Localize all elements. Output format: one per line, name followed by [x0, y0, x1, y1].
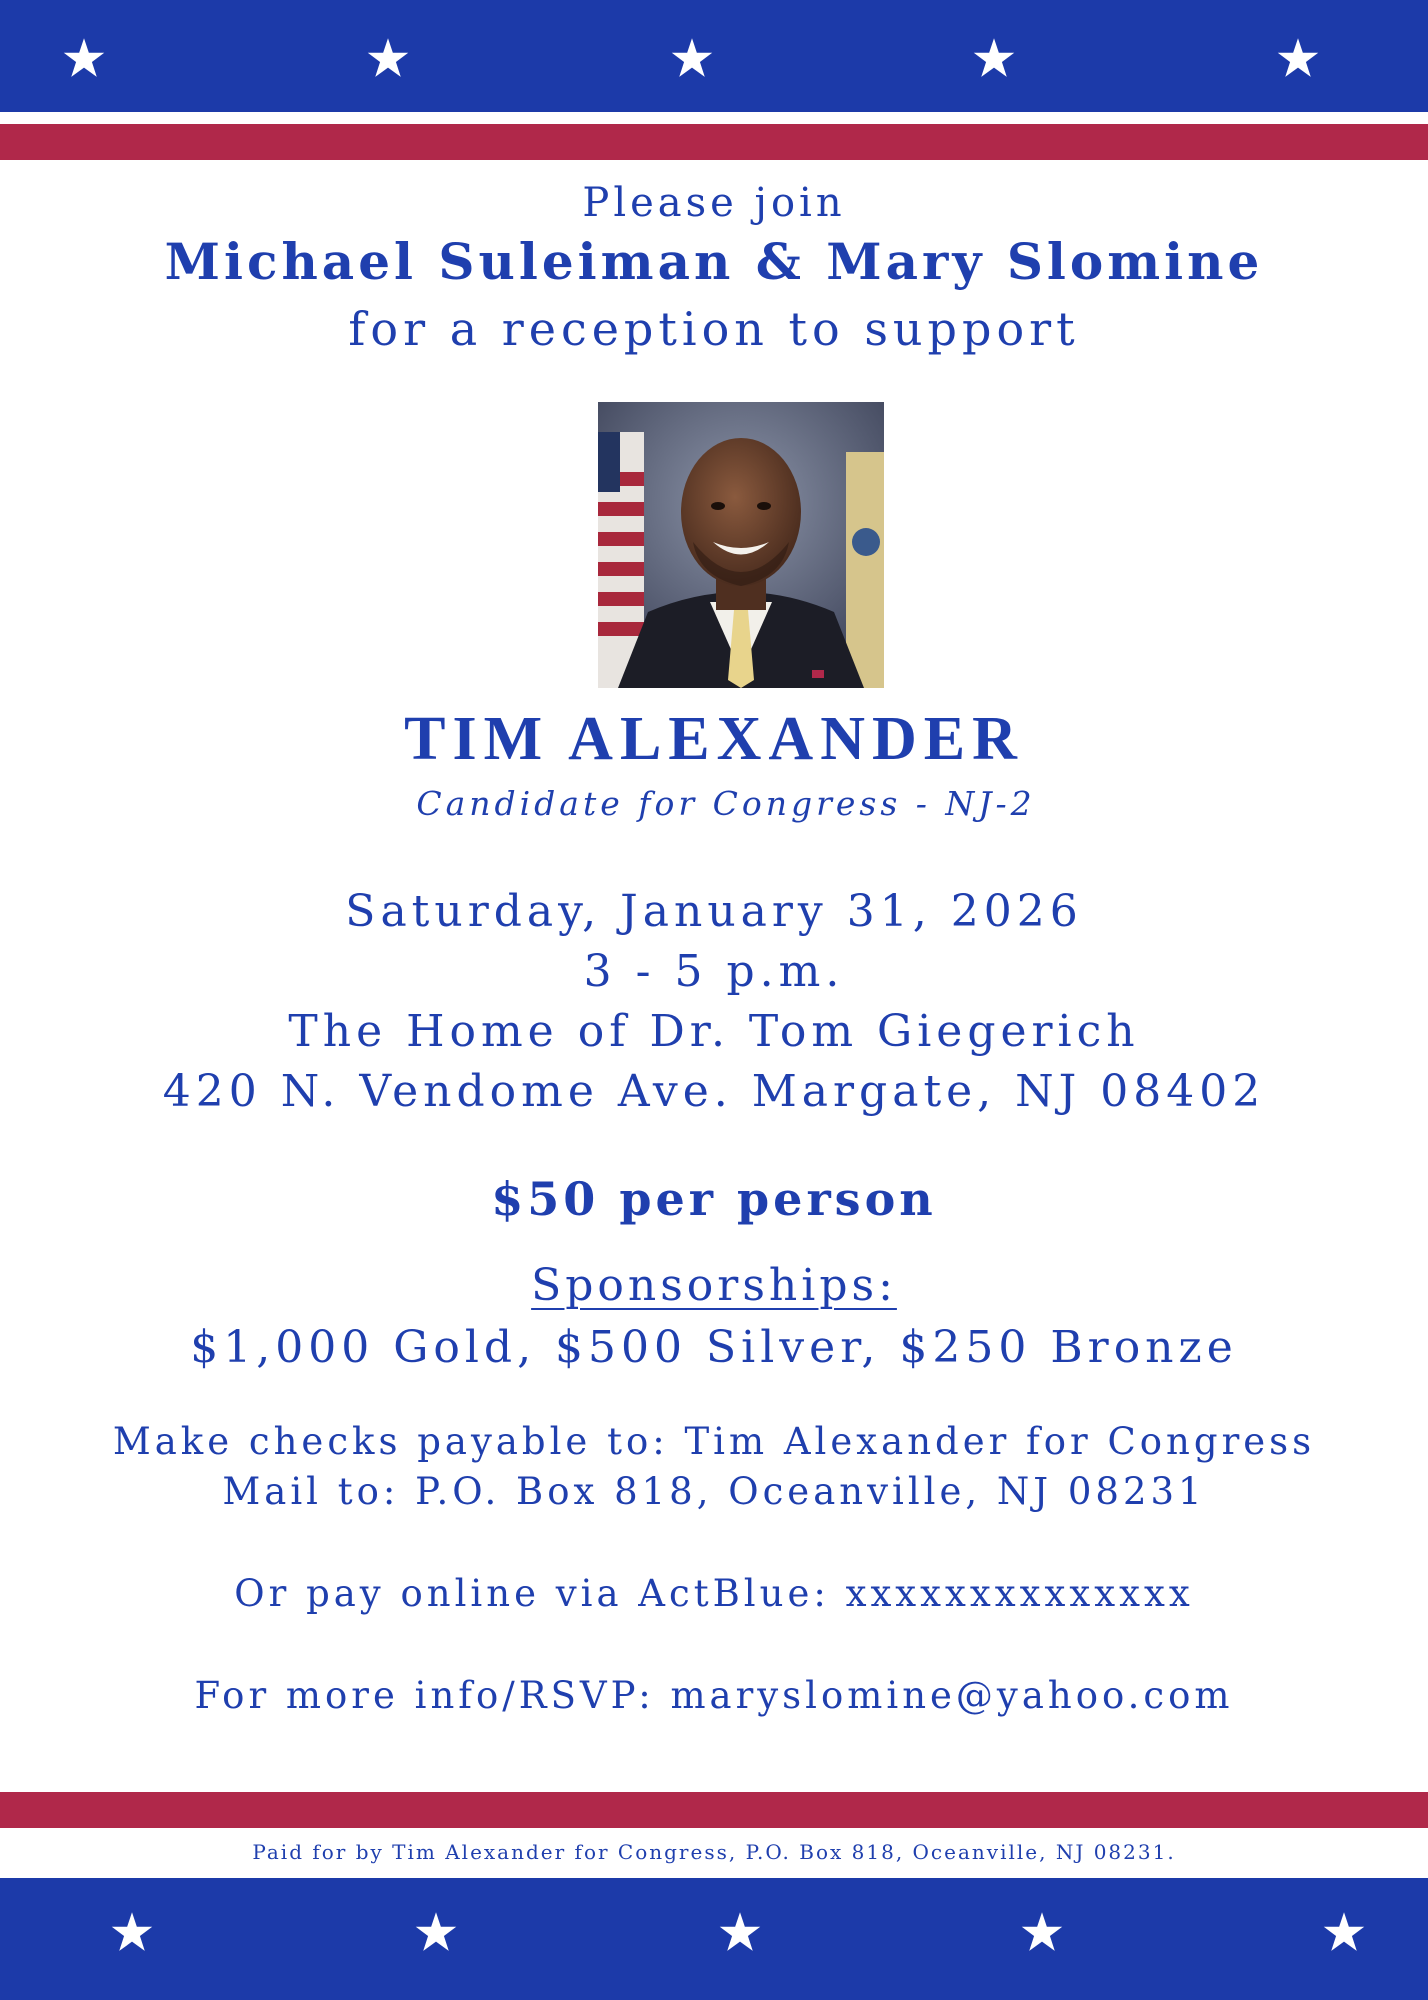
candidate-portrait-icon [598, 402, 884, 688]
star-icon [62, 36, 106, 80]
candidate-subtitle: Candidate for Congress - NJ-2 [416, 784, 1036, 823]
rsvp-contact[interactable]: For more info/RSVP: maryslomine@yahoo.com [194, 1674, 1234, 1717]
star-icon [670, 36, 714, 80]
top-blue-band [0, 0, 1428, 112]
star-icon [414, 1910, 458, 1954]
top-red-stripe [0, 124, 1428, 160]
star-icon [972, 36, 1016, 80]
event-venue: The Home of Dr. Tom Giegerich [288, 1006, 1140, 1057]
star-icon [1276, 36, 1320, 80]
ticket-price: $50 per person [491, 1172, 937, 1226]
event-time: 3 - 5 p.m. [583, 946, 845, 997]
star-icon [366, 36, 410, 80]
sponsorship-levels: $1,000 Gold, $500 Silver, $250 Bronze [190, 1322, 1238, 1373]
candidate-photo [598, 402, 884, 688]
star-icon [1020, 1910, 1064, 1954]
event-date: Saturday, January 31, 2026 [345, 886, 1083, 937]
event-address: 420 N. Vendome Ave. Margate, NJ 08402 [162, 1066, 1266, 1117]
sponsorships-heading: Sponsorships: [531, 1260, 897, 1311]
bottom-blue-band [0, 1878, 1428, 2000]
star-icon [1322, 1910, 1366, 1954]
star-icon [110, 1910, 154, 1954]
bottom-red-stripe [0, 1792, 1428, 1828]
star-icon [718, 1910, 762, 1954]
invitation-purpose: for a reception to support [348, 302, 1080, 356]
mail-address: Mail to: P.O. Box 818, Oceanville, NJ 08231 [222, 1470, 1206, 1513]
hosts-names: Michael Suleiman & Mary Slomine [164, 232, 1264, 291]
invitation-line: Please join [582, 180, 846, 226]
paid-for-disclaimer: Paid for by Tim Alexander for Congress, P.O. Box 818, Oceanville, NJ 08231. [252, 1840, 1176, 1864]
checks-payable: Make checks payable to: Tim Alexander for Congress [112, 1420, 1316, 1463]
candidate-name: TIM ALEXANDER [404, 705, 1024, 773]
online-payment: Or pay online via ActBlue: xxxxxxxxxxxxxx [234, 1572, 1194, 1615]
